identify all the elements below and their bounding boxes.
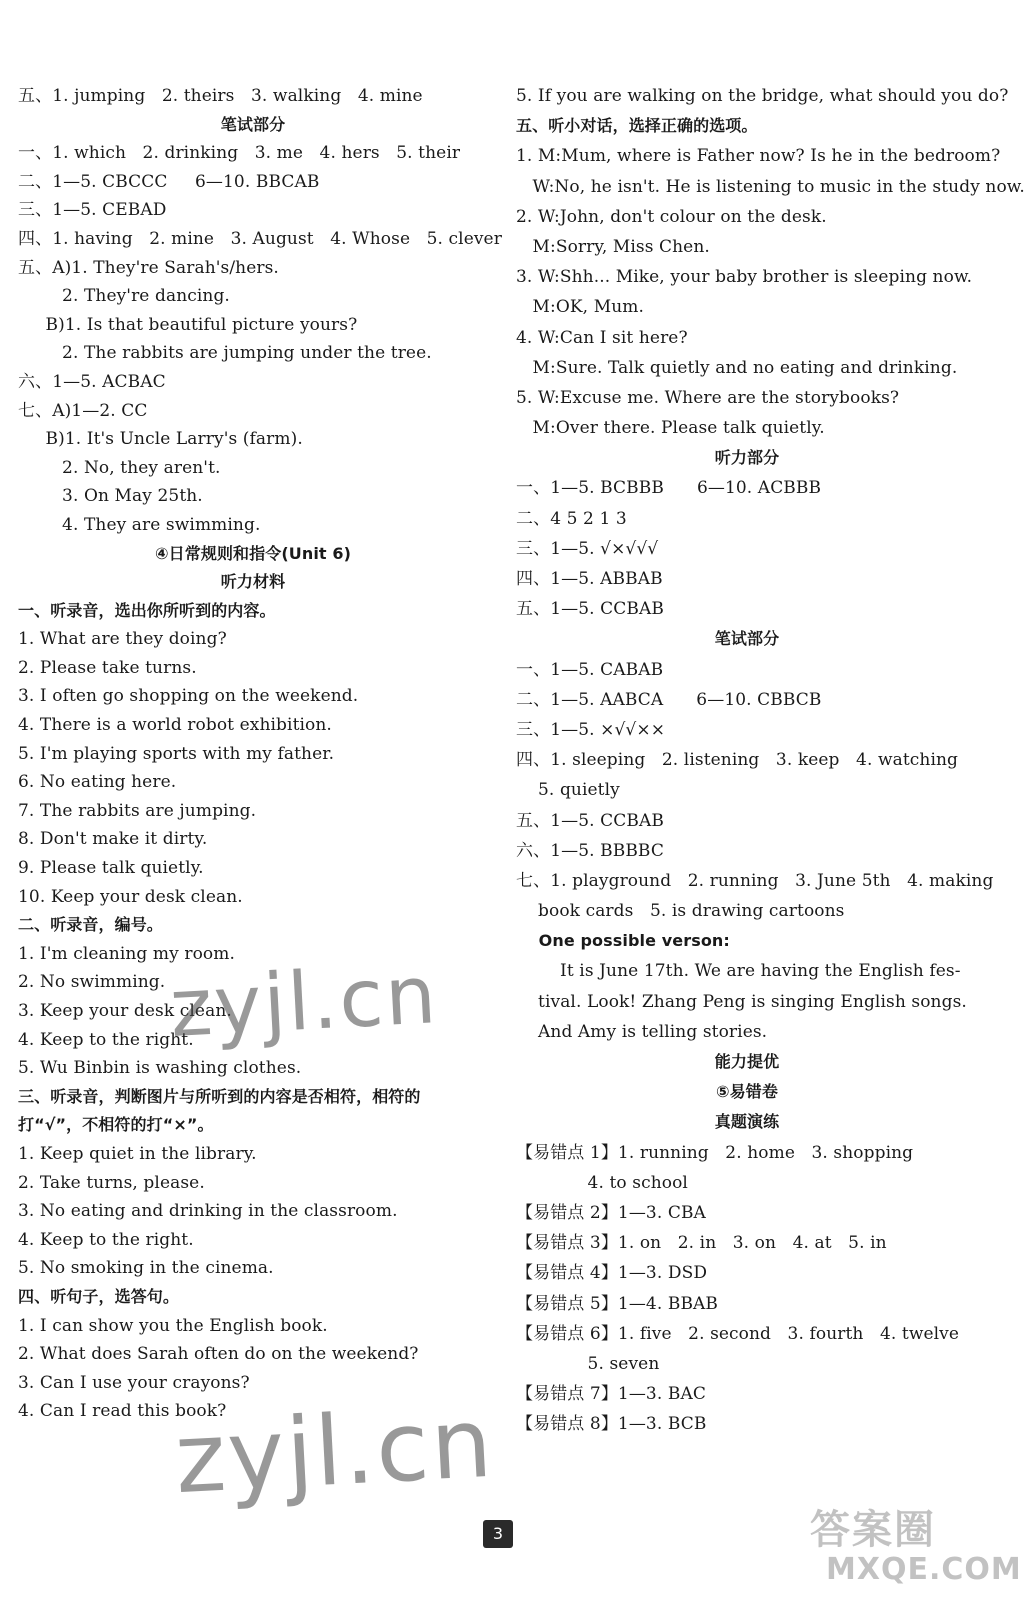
text-line: 【易错点 6】1. five 2. second 3. fourth 4. twelve <box>516 1323 960 1344</box>
watermark-logo: 答案圈 <box>810 1507 936 1553</box>
text-line: It is June 17th. We are having the English fes- <box>516 961 961 982</box>
text-line: 【易错点 5】1—4. BBAB <box>516 1293 719 1314</box>
text-line: 三、1—5. √×√√√ <box>516 538 659 559</box>
text-line: 五、1—5. CCBAB <box>516 599 664 620</box>
text-line: 2. Take turns, please. <box>18 1172 205 1193</box>
question-heading: 三、听录音，判断图片与所听到的内容是否相符，相符的 <box>18 1086 421 1106</box>
text-line: 1. I can show you the English book. <box>18 1315 328 1336</box>
text-line: 2. Please take turns. <box>18 657 197 678</box>
text-line: M:Sure. Talk quietly and no eating and drinking. <box>516 357 958 378</box>
text-line: 六、1—5. BBBBC <box>516 840 664 861</box>
text-line: 三、1—5. CEBAD <box>18 200 167 221</box>
text-line: 1. M:Mum, where is Father now? Is he in the bedroom? <box>516 146 1001 167</box>
watermark-url: MXQE.COM <box>826 1552 1022 1587</box>
text-line: 5. Wu Binbin is washing clothes. <box>18 1058 302 1079</box>
text-line: 【易错点 4】1—3. DSD <box>516 1263 708 1284</box>
text-line: 1. Keep quiet in the library. <box>18 1143 257 1164</box>
text-line: 5. No smoking in the cinema. <box>18 1258 274 1279</box>
text-line: B)1. Is that beautiful picture yours? <box>18 314 358 335</box>
text-line: 2. No swimming. <box>18 972 166 993</box>
question-heading: 打“√”，不相符的打“×”。 <box>18 1115 214 1135</box>
page-number: 3 <box>483 1520 513 1548</box>
text-line: book cards 5. is drawing cartoons <box>516 901 845 922</box>
text-line: 6. No eating here. <box>18 772 177 793</box>
text-line: 10. Keep your desk clean. <box>18 886 243 907</box>
text-line: 4. W:Can I sit here? <box>516 327 688 348</box>
text-line: M:OK, Mum. <box>516 297 644 318</box>
text-line: 3. W:Shh... Mike, your baby brother is sleeping now. <box>516 267 973 288</box>
text-line: 一、1. which 2. drinking 3. me 4. hers 5. their <box>18 143 461 164</box>
section-heading: 笔试部分 <box>714 629 780 649</box>
text-line: 五、A)1. They're Sarah's/hers. <box>18 257 279 278</box>
text-line: 一、1—5. CABAB <box>516 659 664 680</box>
text-line: 2. No, they aren't. <box>18 457 221 478</box>
section-heading: 听力材料 <box>220 572 286 592</box>
text-line: 3. On May 25th. <box>18 486 203 507</box>
question-heading: 二、听录音，编号。 <box>18 915 163 935</box>
text-line: 4. Keep to the right. <box>18 1029 194 1050</box>
text-line: 六、1—5. ACBAC <box>18 371 166 392</box>
text-line: 5. If you are walking on the bridge, what should you do? <box>516 86 1009 106</box>
text-line: 五、1—5. CCBAB <box>516 810 664 831</box>
text-line: 3. No eating and drinking in the classroom. <box>18 1201 398 1222</box>
text-line: 5. quietly <box>516 780 620 801</box>
text-line: 【易错点 3】1. on 2. in 3. on 4. at 5. in <box>516 1233 887 1254</box>
text-line: 七、1. playground 2. running 3. June 5th 4. making <box>516 870 994 891</box>
text-line: 五、1. jumping 2. theirs 3. walking 4. mine <box>18 86 423 106</box>
text-line: 三、1—5. ×√√×× <box>516 719 666 740</box>
text-line: 二、4 5 2 1 3 <box>516 508 627 529</box>
text-line: And Amy is telling stories. <box>516 1021 768 1042</box>
section-heading: 听力部分 <box>714 448 780 468</box>
text-line: 一、1—5. BCBBB 6—10. ACBBB <box>516 478 822 499</box>
text-line: 9. Please talk quietly. <box>18 858 204 879</box>
text-line: 四、1—5. ABBAB <box>516 569 663 589</box>
text-line: 4. Keep to the right. <box>18 1229 194 1250</box>
text-line: W:No, he isn't. He is listening to music in the study now. <box>516 176 1025 197</box>
text-line: M:Over there. Please talk quietly. <box>516 418 825 439</box>
watermark-logo: zyjl.cn <box>172 1386 497 1516</box>
section-heading: 能力提优 <box>714 1052 780 1071</box>
text-line: 4. to school <box>516 1172 688 1193</box>
section-heading: ④日常规则和指令(Unit 6) <box>155 543 351 563</box>
left-column <box>18 86 502 1430</box>
text-line: 8. Don't make it dirty. <box>18 829 208 850</box>
text-line: 2. The rabbits are jumping under the tree. <box>18 343 432 364</box>
text-line: 【易错点 8】1—3. BCB <box>516 1414 707 1435</box>
text-line: 【易错点 7】1—3. BAC <box>516 1384 706 1405</box>
right-column <box>516 86 1025 1444</box>
text-line: 1. What are they doing? <box>18 629 227 650</box>
section-heading: 真题演练 <box>714 1112 780 1132</box>
question-heading: 五、听小对话，选择正确的选项。 <box>516 116 758 136</box>
text-line: B)1. It's Uncle Larry's (farm). <box>18 429 303 450</box>
text-line: 5. W:Excuse me. Where are the storybooks? <box>516 387 900 408</box>
text-line: 【易错点 1】1. running 2. home 3. shopping <box>516 1142 914 1163</box>
text-line: 2. They're dancing. <box>18 286 230 307</box>
text-line: 四、1. having 2. mine 3. August 4. Whose 5. clever <box>18 228 502 249</box>
text-line: 5. seven <box>516 1353 660 1374</box>
text-line: tival. Look! Zhang Peng is singing English songs. <box>516 991 967 1012</box>
text-line: M:Sorry, Miss Chen. <box>516 236 710 257</box>
text-line: 7. The rabbits are jumping. <box>18 800 257 821</box>
question-heading: 四、听句子，选答句。 <box>18 1286 180 1306</box>
question-heading: 一、听录音，选出你所听到的内容。 <box>18 600 276 620</box>
text-line: 4. There is a world robot exhibition. <box>18 715 332 736</box>
text-line: 七、A)1—2. CC <box>18 400 148 421</box>
text-line: 2. W:John, don't colour on the desk. <box>516 206 827 227</box>
text-line: 5. I'm playing sports with my father. <box>18 743 335 764</box>
text-line: 3. Can I use your crayons? <box>18 1372 250 1393</box>
text-line: 2. What does Sarah often do on the weekend? <box>18 1344 419 1365</box>
text-line: 四、1. sleeping 2. listening 3. keep 4. watching <box>516 750 959 771</box>
text-line: 【易错点 2】1—3. CBA <box>516 1202 706 1223</box>
section-heading: ⑤易错卷 <box>716 1082 778 1102</box>
text-line: 二、1—5. CBCCC 6—10. BBCAB <box>18 171 320 192</box>
section-heading: 笔试部分 <box>220 114 286 134</box>
text-line: 3. I often go shopping on the weekend. <box>18 686 359 707</box>
question-heading: One possible verson: <box>516 931 730 951</box>
text-line: 4. Can I read this book? <box>18 1401 227 1422</box>
text-line: 二、1—5. AABCA 6—10. CBBCB <box>516 689 822 710</box>
text-line: 4. They are swimming. <box>18 514 261 535</box>
text-line: 3. Keep your desk clean. <box>18 1001 232 1021</box>
text-line: 1. I'm cleaning my room. <box>18 943 235 964</box>
watermark-logo: zyjl.cn <box>167 948 441 1055</box>
